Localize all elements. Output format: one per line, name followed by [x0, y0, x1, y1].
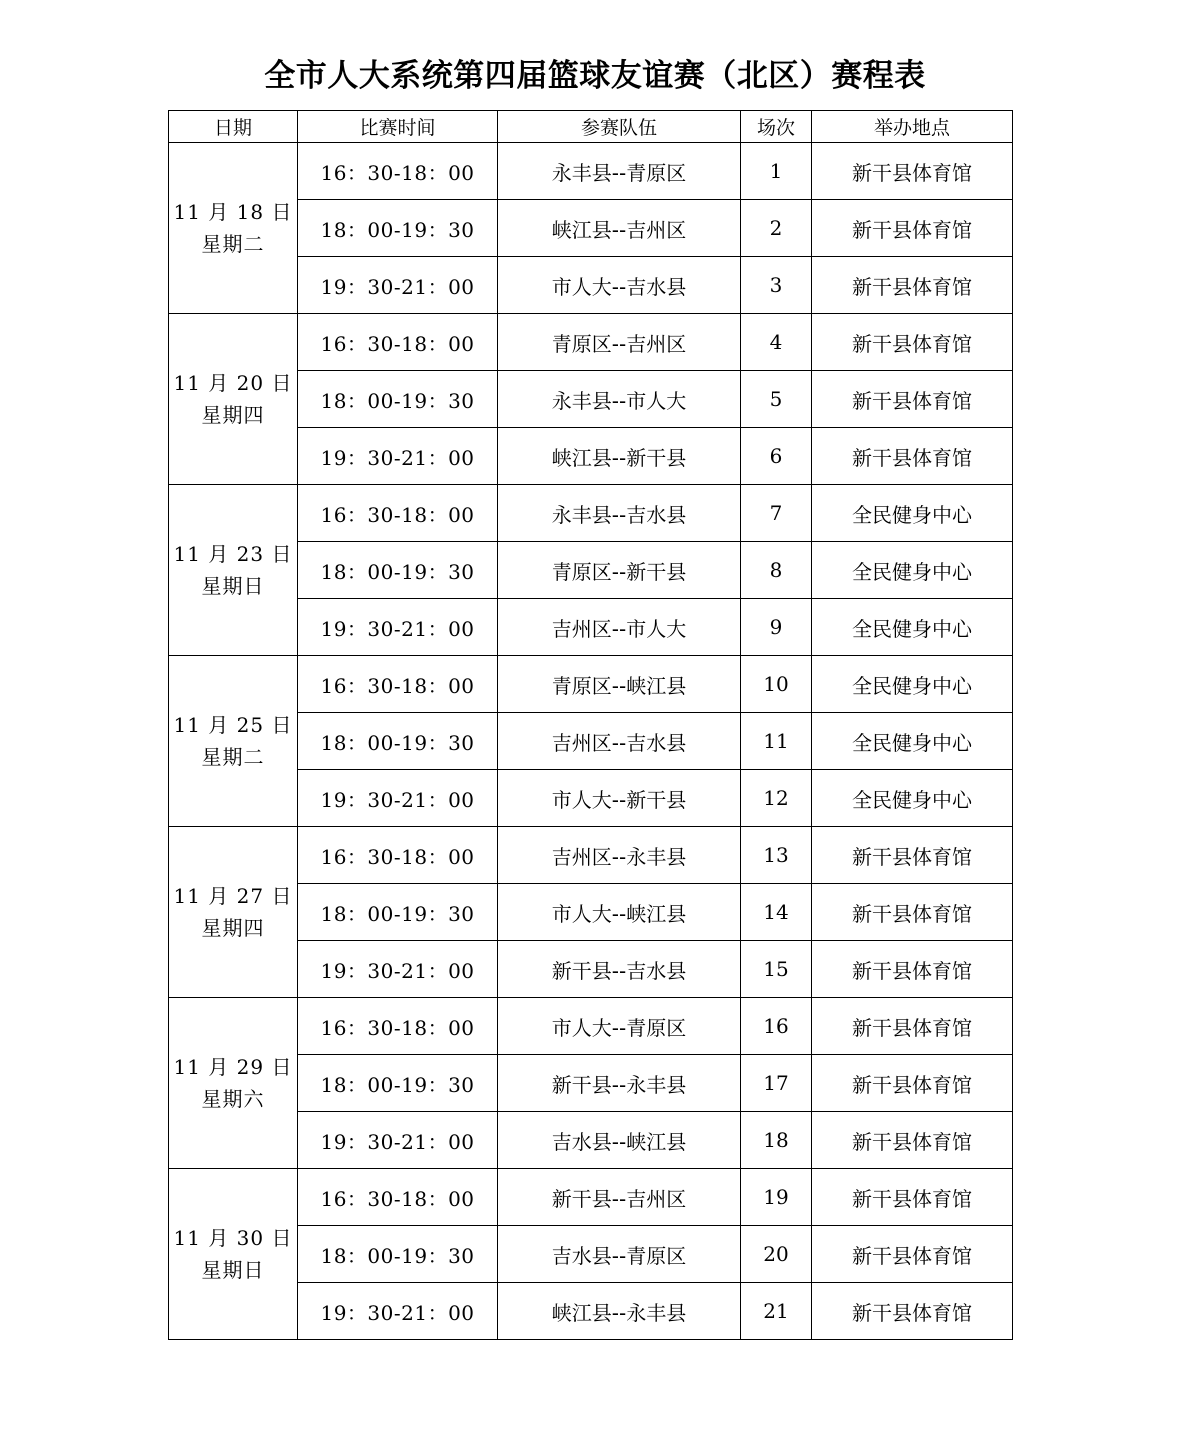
teams-cell: 青原区--吉州区: [498, 314, 741, 371]
match-no-cell: 21: [741, 1283, 812, 1340]
time-cell: 16：30-18：00: [298, 485, 498, 542]
match-no-cell: 19: [741, 1169, 812, 1226]
table-row: [169, 314, 1013, 371]
time-cell: 19：30-21：00: [298, 1283, 498, 1340]
teams-cell: 吉州区--吉水县: [498, 713, 741, 770]
match-no-cell: 1: [741, 143, 812, 200]
date-cell: [169, 827, 298, 998]
schedule-table: [168, 110, 1013, 1340]
teams-cell: 新干县--永丰县: [498, 1055, 741, 1112]
venue-cell: 新干县体育馆: [812, 371, 1013, 428]
teams-cell: 永丰县--吉水县: [498, 485, 741, 542]
header-venue: 举办地点: [812, 111, 1013, 143]
date-cell: [169, 485, 298, 656]
header-teams: 参赛队伍: [498, 111, 741, 143]
match-no-cell: 9: [741, 599, 812, 656]
table-row: [169, 485, 1013, 542]
venue-cell: 全民健身中心: [812, 599, 1013, 656]
teams-cell: 永丰县--青原区: [498, 143, 741, 200]
table-row: [169, 1169, 1013, 1226]
time-cell: 16：30-18：00: [298, 998, 498, 1055]
match-no-cell: 14: [741, 884, 812, 941]
teams-cell: 青原区--新干县: [498, 542, 741, 599]
match-no-cell: 2: [741, 200, 812, 257]
match-no-cell: 11: [741, 713, 812, 770]
date-cell: [169, 143, 298, 314]
match-no-cell: 16: [741, 998, 812, 1055]
venue-cell: 新干县体育馆: [812, 941, 1013, 998]
time-cell: 19：30-21：00: [298, 428, 498, 485]
time-cell: 18：00-19：30: [298, 884, 498, 941]
time-cell: 18：00-19：30: [298, 1055, 498, 1112]
match-no-cell: 8: [741, 542, 812, 599]
match-no-cell: 13: [741, 827, 812, 884]
venue-cell: 新干县体育馆: [812, 257, 1013, 314]
venue-cell: 新干县体育馆: [812, 1112, 1013, 1169]
date-text: 11 月 29 日: [173, 1055, 293, 1079]
header-time: 比赛时间: [298, 111, 498, 143]
date-text: 11 月 20 日: [173, 371, 293, 395]
match-no-cell: 12: [741, 770, 812, 827]
teams-cell: 青原区--峡江县: [498, 656, 741, 713]
table-row: [169, 143, 1013, 200]
time-cell: 18：00-19：30: [298, 713, 498, 770]
venue-cell: 新干县体育馆: [812, 1055, 1013, 1112]
page-title: 全市人大系统第四届篮球友谊赛（北区）赛程表: [264, 58, 926, 94]
weekday-text: 星期日: [201, 574, 265, 598]
time-cell: 16：30-18：00: [298, 656, 498, 713]
venue-cell: 新干县体育馆: [812, 200, 1013, 257]
venue-cell: 新干县体育馆: [812, 1283, 1013, 1340]
date-cell: [169, 656, 298, 827]
teams-cell: 吉水县--青原区: [498, 1226, 741, 1283]
table-row: [169, 827, 1013, 884]
venue-cell: 全民健身中心: [812, 542, 1013, 599]
teams-cell: 市人大--峡江县: [498, 884, 741, 941]
date-text: 11 月 27 日: [173, 884, 293, 908]
teams-cell: 吉水县--峡江县: [498, 1112, 741, 1169]
teams-cell: 市人大--青原区: [498, 998, 741, 1055]
date-cell: [169, 1169, 298, 1340]
time-cell: 16：30-18：00: [298, 143, 498, 200]
venue-cell: 全民健身中心: [812, 770, 1013, 827]
time-cell: 19：30-21：00: [298, 941, 498, 998]
weekday-text: 星期四: [201, 916, 265, 940]
teams-cell: 峡江县--永丰县: [498, 1283, 741, 1340]
time-cell: 19：30-21：00: [298, 257, 498, 314]
weekday-text: 星期六: [201, 1087, 265, 1111]
venue-cell: 新干县体育馆: [812, 998, 1013, 1055]
date-text: 11 月 30 日: [173, 1226, 293, 1250]
teams-cell: 吉州区--永丰县: [498, 827, 741, 884]
match-no-cell: 3: [741, 257, 812, 314]
date-cell: [169, 998, 298, 1169]
match-no-cell: 20: [741, 1226, 812, 1283]
time-cell: 16：30-18：00: [298, 827, 498, 884]
match-no-cell: 17: [741, 1055, 812, 1112]
venue-cell: 新干县体育馆: [812, 827, 1013, 884]
table-row: [169, 656, 1013, 713]
venue-cell: 全民健身中心: [812, 656, 1013, 713]
table-row: [169, 998, 1013, 1055]
time-cell: 18：00-19：30: [298, 1226, 498, 1283]
weekday-text: 星期二: [201, 232, 265, 256]
time-cell: 18：00-19：30: [298, 200, 498, 257]
teams-cell: 峡江县--新干县: [498, 428, 741, 485]
date-text: 11 月 18 日: [173, 200, 293, 224]
time-cell: 19：30-21：00: [298, 770, 498, 827]
weekday-text: 星期日: [201, 1258, 265, 1282]
teams-cell: 市人大--吉水县: [498, 257, 741, 314]
header-date: 日期: [169, 111, 298, 143]
teams-cell: 新干县--吉州区: [498, 1169, 741, 1226]
teams-cell: 吉州区--市人大: [498, 599, 741, 656]
match-no-cell: 10: [741, 656, 812, 713]
date-text: 11 月 23 日: [173, 542, 293, 566]
weekday-text: 星期二: [201, 745, 265, 769]
time-cell: 16：30-18：00: [298, 314, 498, 371]
match-no-cell: 15: [741, 941, 812, 998]
date-cell: [169, 314, 298, 485]
match-no-cell: 4: [741, 314, 812, 371]
match-no-cell: 6: [741, 428, 812, 485]
time-cell: 18：00-19：30: [298, 542, 498, 599]
match-no-cell: 7: [741, 485, 812, 542]
time-cell: 16：30-18：00: [298, 1169, 498, 1226]
time-cell: 19：30-21：00: [298, 599, 498, 656]
weekday-text: 星期四: [201, 403, 265, 427]
venue-cell: 新干县体育馆: [812, 314, 1013, 371]
venue-cell: 全民健身中心: [812, 713, 1013, 770]
venue-cell: 新干县体育馆: [812, 428, 1013, 485]
header-row: [169, 111, 1013, 143]
time-cell: 18：00-19：30: [298, 371, 498, 428]
time-cell: 19：30-21：00: [298, 1112, 498, 1169]
venue-cell: 新干县体育馆: [812, 143, 1013, 200]
venue-cell: 新干县体育馆: [812, 1226, 1013, 1283]
teams-cell: 峡江县--吉州区: [498, 200, 741, 257]
venue-cell: 全民健身中心: [812, 485, 1013, 542]
header-match-no: 场次: [741, 111, 812, 143]
match-no-cell: 18: [741, 1112, 812, 1169]
venue-cell: 新干县体育馆: [812, 884, 1013, 941]
teams-cell: 市人大--新干县: [498, 770, 741, 827]
match-no-cell: 5: [741, 371, 812, 428]
venue-cell: 新干县体育馆: [812, 1169, 1013, 1226]
teams-cell: 新干县--吉水县: [498, 941, 741, 998]
teams-cell: 永丰县--市人大: [498, 371, 741, 428]
date-text: 11 月 25 日: [173, 713, 293, 737]
